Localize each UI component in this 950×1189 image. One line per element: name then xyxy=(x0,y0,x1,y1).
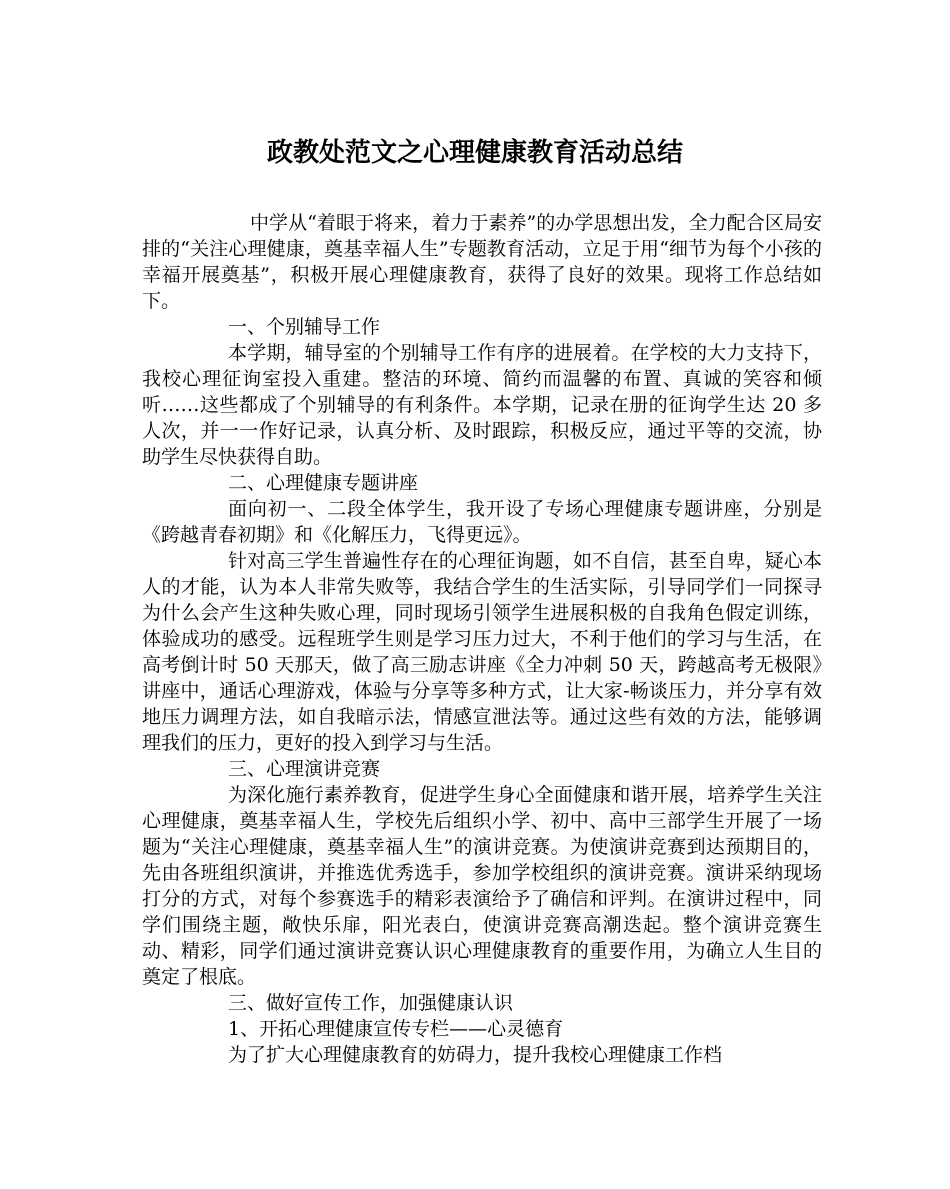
intro-paragraph: 中学从“着眼于将来，着力于素养”的办学思想出发，全力配合区局安排的“关注心理健康，奠基幸福人生”专题教育活动，立足于用“细节为每个小孩的幸福开展奠基”，积极开展心理健康教育，获得了良好的效果。现将工作总结如下。 xyxy=(142,212,822,312)
body-paragraph: 为深化施行素养教育，促进学生身心全面健康和谐开展，培养学生关注心理健康，奠基幸福人生，学校先后组织小学、初中、高中三部学生开展了一场题为“关注心理健康，奠基幸福人生”的演讲竞赛。为使演讲竞赛到达预期目的，先由各班组织演讲，并推选优秀选手，参加学校组织的演讲竞赛。演讲采纳现场打分的方式，对每个参赛选手的精彩表演给予了确信和评判。在演讲过程中，同学们围绕主题，敞快乐扉，阳光表白，使演讲竞赛高潮迭起。整个演讲竞赛生动、精彩，同学们通过演讲竞赛认识心理健康教育的重要作用，为确立人生目的奠定了根底。 xyxy=(142,784,822,988)
body-paragraph: 面向初一、二段全体学生，我开设了专场心理健康专题讲座，分别是《跨越青春初期》和《化解压力，飞得更远》。 xyxy=(142,498,822,546)
subsection-heading-column: 1、开拓心理健康宣传专栏——心灵德育 xyxy=(228,1018,564,1040)
body-paragraph: 为了扩大心理健康教育的妨碍力，提升我校心理健康工作档 xyxy=(228,1044,723,1066)
section-heading-individual-counseling: 一、个别辅导工作 xyxy=(228,316,381,338)
body-paragraph: 本学期，辅导室的个别辅导工作有序的进展着。在学校的大力支持下，我校心理征询室投入重建。整洁的环境、简约而温馨的布置、真诚的笑容和倾听……这些都成了个别辅导的有利条件。本学期，记录在册的征询学生达 20 多人次，并一一作好记录，认真分析、及时跟踪，积极反应，通过平等的交流，协助学生尽快获得自助。 xyxy=(142,342,822,468)
document-body xyxy=(142,210,822,1068)
document-title: 政教处范文之心理健康教育活动总结 xyxy=(266,138,683,168)
body-paragraph: 针对高三学生普遍性存在的心理征询题，如不自信，甚至自卑，疑心本人的才能，认为本人非常失败等，我结合学生的生活实际，引导同学们一同探寻为什么会产生这种失败心理，同时现场引领学生进展积极的自我角色假定训练，体验成功的感受。远程班学生则是学习压力过大，不利于他们的学习与生活，在高考倒计时 50 天那天，做了高三励志讲座《全力冲刺 50 天，跨越高考无极限》讲座中，通话心理游戏，体验与分享等多种方式，让大家-畅谈压力，并分享有效地压力调理方法，如自我暗示法，情感宣泄法等。通过这些有效的方法，能够调理我们的压力，更好的投入到学习与生活。 xyxy=(142,550,822,754)
section-heading-publicity: 三、做好宣传工作，加强健康认识 xyxy=(228,992,514,1014)
section-heading-speech-contest: 三、心理演讲竞赛 xyxy=(228,758,381,780)
section-heading-lectures: 二、心理健康专题讲座 xyxy=(228,472,419,494)
